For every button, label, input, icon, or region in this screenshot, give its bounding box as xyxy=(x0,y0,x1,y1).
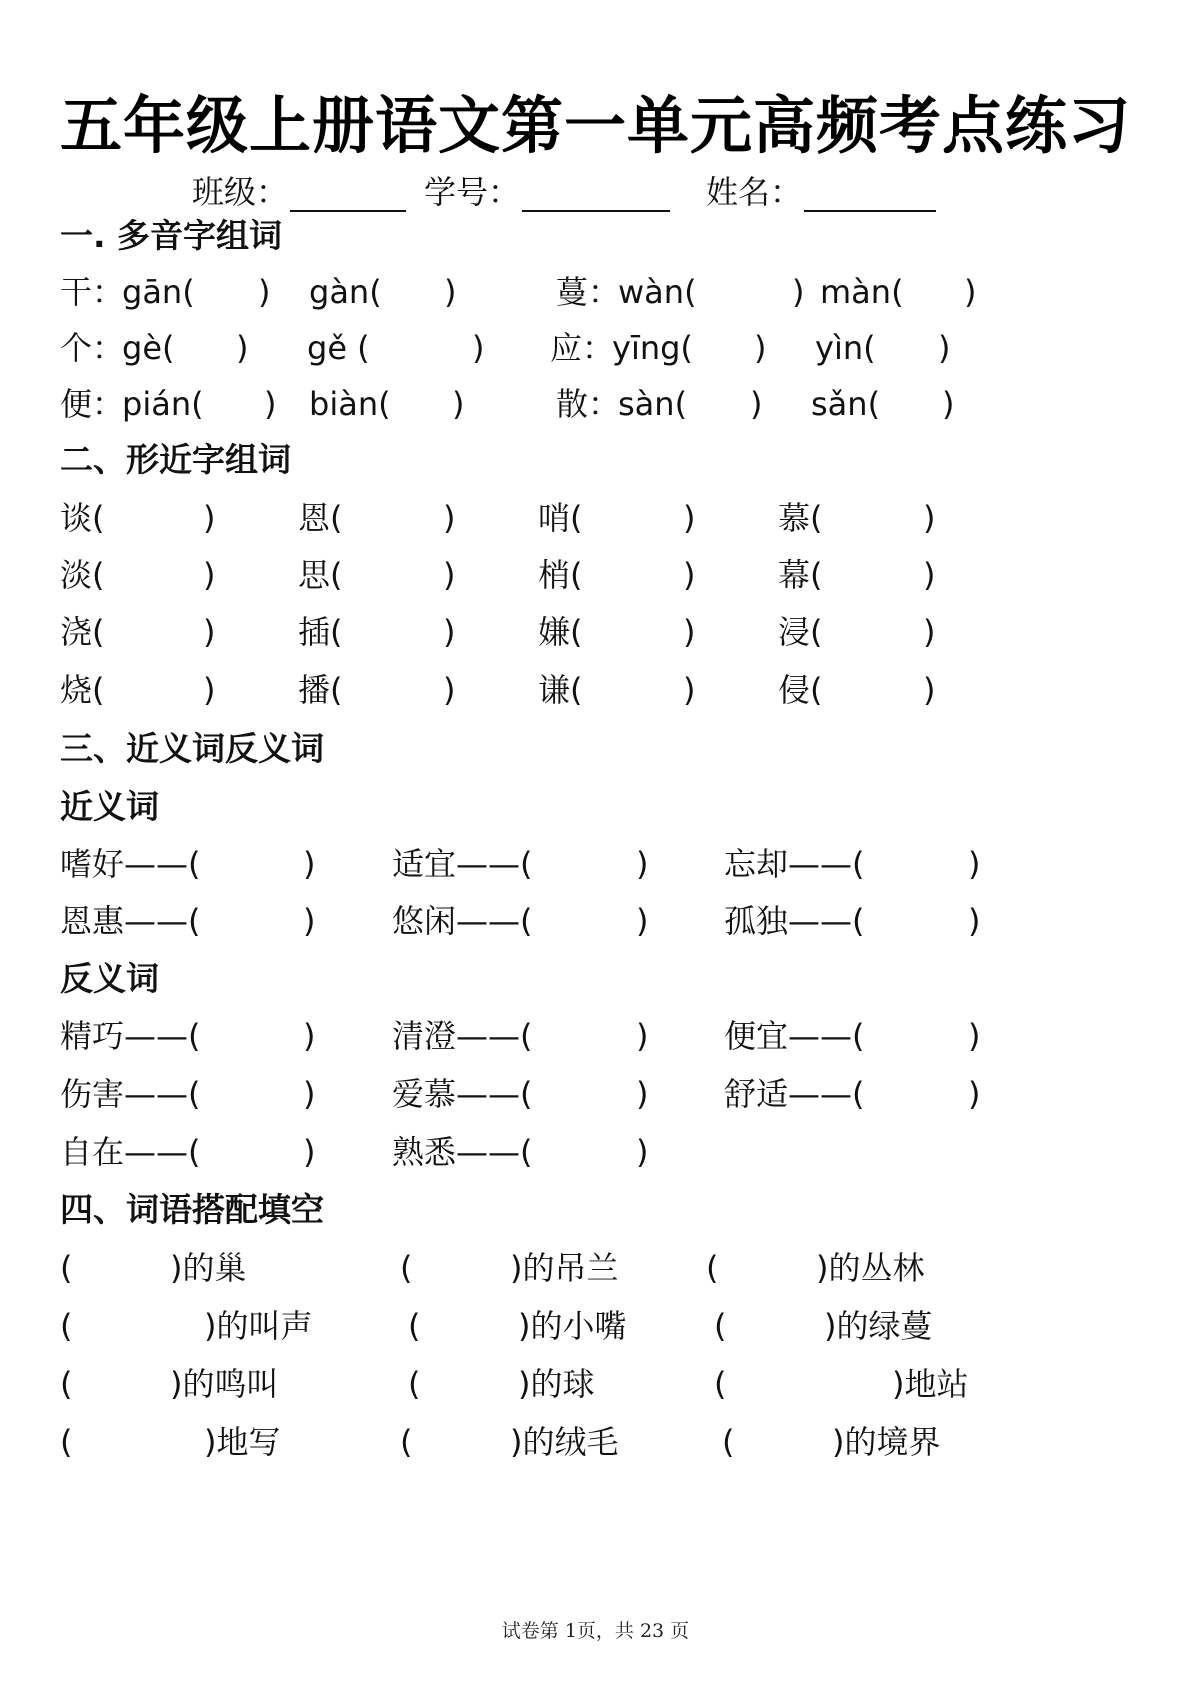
answer-blank-close[interactable]: ) xyxy=(443,613,456,651)
answer-blank-close[interactable]: ) xyxy=(203,556,216,594)
word-prompt: 自在——( xyxy=(60,1133,201,1171)
section-heading-2: 二、形近字组词 xyxy=(60,440,291,479)
section-heading-4: 四、词语搭配填空 xyxy=(60,1190,324,1229)
word-prompt: 伤害——( xyxy=(60,1075,201,1113)
answer-blank-close[interactable]: ) xyxy=(964,273,977,311)
pinyin-label: màn( xyxy=(820,273,904,311)
answer-blank-close[interactable]: ) xyxy=(303,1075,316,1113)
answer-blank-close[interactable]: ) xyxy=(938,329,951,367)
answer-blank-close[interactable]: ) xyxy=(203,613,216,651)
answer-blank-close[interactable]: ) xyxy=(968,902,981,940)
polyphone-char: 干： xyxy=(60,273,125,311)
answer-blank-close[interactable]: ) xyxy=(203,499,216,537)
pinyin-label: sàn( xyxy=(618,385,688,423)
answer-blank-close[interactable]: ) xyxy=(683,671,696,709)
word-prompt: 爱慕——( xyxy=(392,1075,533,1113)
polyphone-char: 应： xyxy=(550,329,615,367)
similar-char: 烧( xyxy=(60,671,105,709)
collocation-suffix: )的球 xyxy=(518,1365,595,1403)
collocation-suffix: )的小嘴 xyxy=(518,1307,627,1345)
answer-blank-close[interactable]: ) xyxy=(636,1075,649,1113)
similar-char: 插( xyxy=(298,613,343,651)
pinyin-label: gè( xyxy=(122,329,175,367)
polyphone-char: 蔓： xyxy=(556,273,621,311)
answer-blank-close[interactable]: ) xyxy=(968,1075,981,1113)
answer-blank-close[interactable]: ) xyxy=(750,385,763,423)
class-label: 班级： xyxy=(192,173,289,211)
student-info xyxy=(0,170,1191,220)
similar-char: 浇( xyxy=(60,613,105,651)
name-field[interactable] xyxy=(804,210,936,212)
similar-char: 嫌( xyxy=(538,613,583,651)
answer-blank-open[interactable]: ( xyxy=(408,1365,421,1403)
word-prompt: 清澄——( xyxy=(392,1017,533,1055)
number-field[interactable] xyxy=(522,210,670,212)
collocation-suffix: )的境界 xyxy=(832,1423,941,1461)
pinyin-label: yīng( xyxy=(612,329,693,367)
similar-char: 梢( xyxy=(538,556,583,594)
word-prompt: 悠闲——( xyxy=(392,902,533,940)
answer-blank-close[interactable]: ) xyxy=(683,499,696,537)
answer-blank-close[interactable]: ) xyxy=(968,845,981,883)
answer-blank-close[interactable]: ) xyxy=(443,499,456,537)
answer-blank-close[interactable]: ) xyxy=(683,613,696,651)
answer-blank-open[interactable]: ( xyxy=(722,1423,735,1461)
word-prompt: 便宜——( xyxy=(724,1017,865,1055)
section-heading-1: 一. 多音字组词 xyxy=(60,216,283,255)
word-prompt: 忘却——( xyxy=(724,845,865,883)
answer-blank-open[interactable]: ( xyxy=(60,1365,73,1403)
class-field[interactable] xyxy=(290,210,406,212)
answer-blank-close[interactable]: ) xyxy=(236,329,249,367)
polyphone-char: 便： xyxy=(60,385,125,423)
synonyms-label: 近义词 xyxy=(60,787,159,826)
word-prompt: 嗜好——( xyxy=(60,845,201,883)
section-heading-3: 三、近义词反义词 xyxy=(60,729,324,768)
pinyin-label: wàn( xyxy=(618,273,697,311)
collocation-suffix: )的吊兰 xyxy=(510,1249,619,1287)
collocation-suffix: )的鸣叫 xyxy=(170,1365,279,1403)
answer-blank-close[interactable]: ) xyxy=(258,273,271,311)
answer-blank-close[interactable]: ) xyxy=(303,845,316,883)
collocation-suffix: )的绒毛 xyxy=(510,1423,619,1461)
answer-blank-close[interactable]: ) xyxy=(683,556,696,594)
antonyms-label: 反义词 xyxy=(60,959,159,998)
answer-blank-close[interactable]: ) xyxy=(636,902,649,940)
word-prompt: 精巧——( xyxy=(60,1017,201,1055)
similar-char: 浸( xyxy=(778,613,823,651)
name-label: 姓名： xyxy=(706,173,803,211)
polyphone-char: 个： xyxy=(60,329,125,367)
answer-blank-open[interactable]: ( xyxy=(400,1249,413,1287)
collocation-suffix: )的巢 xyxy=(170,1249,247,1287)
answer-blank-close[interactable]: ) xyxy=(203,671,216,709)
answer-blank-close[interactable]: ) xyxy=(303,902,316,940)
similar-char: 慕( xyxy=(778,499,823,537)
number-label: 学号： xyxy=(424,173,521,211)
pinyin-label: sǎn( xyxy=(811,385,881,423)
collocation-suffix: )的丛林 xyxy=(816,1249,925,1287)
answer-blank-close[interactable]: ) xyxy=(636,1133,649,1171)
pinyin-label: gě ( xyxy=(307,329,370,367)
collocation-suffix: )的绿蔓 xyxy=(824,1307,933,1345)
pinyin-label: gān( xyxy=(122,273,195,311)
similar-char: 恩( xyxy=(298,499,343,537)
collocation-suffix: )的叫声 xyxy=(204,1307,313,1345)
answer-blank-close[interactable]: ) xyxy=(636,1017,649,1055)
pinyin-label: pián( xyxy=(122,385,204,423)
answer-blank-close[interactable]: ) xyxy=(303,1017,316,1055)
answer-blank-close[interactable]: ) xyxy=(303,1133,316,1171)
similar-char: 侵( xyxy=(778,671,823,709)
word-prompt: 熟悉——( xyxy=(392,1133,533,1171)
answer-blank-open[interactable]: ( xyxy=(714,1365,727,1403)
similar-char: 谈( xyxy=(60,499,105,537)
answer-blank-close[interactable]: ) xyxy=(792,273,805,311)
similar-char: 淡( xyxy=(60,556,105,594)
answer-blank-open[interactable]: ( xyxy=(714,1307,727,1345)
similar-char: 播( xyxy=(298,671,343,709)
answer-blank-close[interactable]: ) xyxy=(923,671,936,709)
collocation-suffix: )地站 xyxy=(892,1365,969,1403)
answer-blank-open[interactable]: ( xyxy=(60,1307,73,1345)
answer-blank-close[interactable]: ) xyxy=(942,385,955,423)
answer-blank-close[interactable]: ) xyxy=(754,329,767,367)
answer-blank-close[interactable]: ) xyxy=(636,845,649,883)
similar-char: 思( xyxy=(298,556,343,594)
answer-blank-close[interactable]: ) xyxy=(443,671,456,709)
word-prompt: 舒适——( xyxy=(724,1075,865,1113)
page-title: 五年级上册语文第一单元高频考点练习 xyxy=(59,89,1131,162)
answer-blank-close[interactable]: ) xyxy=(923,556,936,594)
answer-blank-open[interactable]: ( xyxy=(60,1423,73,1461)
similar-char: 哨( xyxy=(538,499,583,537)
word-prompt: 恩惠——( xyxy=(60,902,201,940)
answer-blank-open[interactable]: ( xyxy=(400,1423,413,1461)
collocation-suffix: )地写 xyxy=(204,1423,281,1461)
page-footer: 试卷第 1页，共 23 页 xyxy=(501,1620,690,1642)
pinyin-label: gàn( xyxy=(309,273,382,311)
similar-char: 幕( xyxy=(778,556,823,594)
answer-blank-open[interactable]: ( xyxy=(408,1307,421,1345)
answer-blank-open[interactable]: ( xyxy=(60,1249,73,1287)
answer-blank-close[interactable]: ) xyxy=(923,499,936,537)
similar-char: 谦( xyxy=(538,671,583,709)
answer-blank-close[interactable]: ) xyxy=(452,385,465,423)
answer-blank-close[interactable]: ) xyxy=(264,385,277,423)
answer-blank-close[interactable]: ) xyxy=(472,329,485,367)
word-prompt: 适宜——( xyxy=(392,845,533,883)
polyphone-char: 散： xyxy=(556,385,621,423)
pinyin-label: yìn( xyxy=(815,329,876,367)
answer-blank-close[interactable]: ) xyxy=(923,613,936,651)
answer-blank-close[interactable]: ) xyxy=(443,556,456,594)
answer-blank-open[interactable]: ( xyxy=(706,1249,719,1287)
answer-blank-close[interactable]: ) xyxy=(968,1017,981,1055)
pinyin-label: biàn( xyxy=(309,385,391,423)
answer-blank-close[interactable]: ) xyxy=(444,273,457,311)
word-prompt: 孤独——( xyxy=(724,902,865,940)
